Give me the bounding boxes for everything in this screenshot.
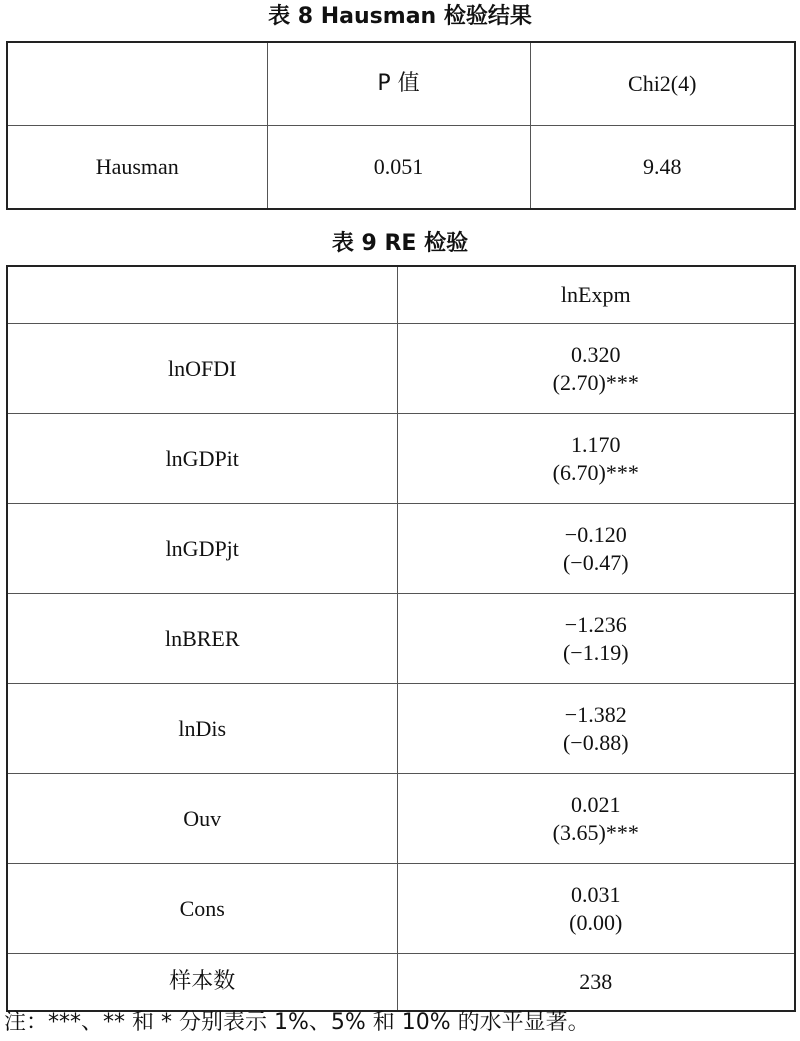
value-cell xyxy=(397,774,795,864)
coefficient: 0.031 xyxy=(571,881,621,907)
header-cell-lnexpm: lnExpm xyxy=(397,266,795,324)
header-cell-chi2: Chi2(4) xyxy=(530,42,795,126)
coefficient: 0.320 xyxy=(571,341,621,367)
table-row xyxy=(7,864,795,954)
row-label: lnDis xyxy=(7,684,397,774)
p-value-cell: 0.051 xyxy=(267,126,530,210)
value-cell xyxy=(397,414,795,504)
row-label: Hausman xyxy=(7,126,267,210)
value-cell xyxy=(397,594,795,684)
value-cell xyxy=(397,504,795,594)
sample-size-row xyxy=(7,954,795,1012)
coefficient: −1.236 xyxy=(564,611,627,637)
table-header-row xyxy=(7,42,795,126)
table-row xyxy=(7,504,795,594)
table-row xyxy=(7,774,795,864)
chi2-cell: 9.48 xyxy=(530,126,795,210)
coefficient: 1.170 xyxy=(571,431,621,457)
t-statistic: (2.70)*** xyxy=(552,369,639,395)
row-label: lnBRER xyxy=(7,594,397,684)
table-row xyxy=(7,324,795,414)
header-cell-empty xyxy=(7,266,397,324)
value-cell xyxy=(397,684,795,774)
table9-caption: 表 9 RE 检验 xyxy=(331,231,469,256)
hausman-table xyxy=(6,41,796,210)
t-statistic: (3.65)*** xyxy=(552,819,639,845)
row-label: Ouv xyxy=(7,774,397,864)
t-statistic: (0.00) xyxy=(569,909,623,935)
header-cell-empty xyxy=(7,42,267,126)
value-cell xyxy=(397,864,795,954)
coefficient: 0.021 xyxy=(571,791,621,817)
table-row xyxy=(7,414,795,504)
sample-size-value: 238 xyxy=(397,954,795,1012)
table-row xyxy=(7,126,795,210)
row-label: Cons xyxy=(7,864,397,954)
row-label: lnGDPjt xyxy=(7,504,397,594)
table-row xyxy=(7,594,795,684)
t-statistic: (−1.19) xyxy=(562,639,629,665)
t-statistic: (−0.88) xyxy=(562,729,629,755)
row-label: lnOFDI xyxy=(7,324,397,414)
row-label: lnGDPit xyxy=(7,414,397,504)
coefficient: −1.382 xyxy=(564,701,627,727)
significance-note: 注：***、** 和 * 分别表示 1%、5% 和 10% 的水平显著。 xyxy=(4,1010,590,1035)
value-cell xyxy=(397,324,795,414)
table8-caption: 表 8 Hausman 检验结果 xyxy=(268,4,532,29)
table-header-row xyxy=(7,266,795,324)
sample-size-label: 样本数 xyxy=(7,954,397,1012)
table-row xyxy=(7,684,795,774)
re-test-table xyxy=(6,265,796,1012)
t-statistic: (−0.47) xyxy=(562,549,629,575)
header-cell-p-value: P 值 xyxy=(267,42,530,126)
coefficient: −0.120 xyxy=(564,521,627,547)
t-statistic: (6.70)*** xyxy=(552,459,639,485)
